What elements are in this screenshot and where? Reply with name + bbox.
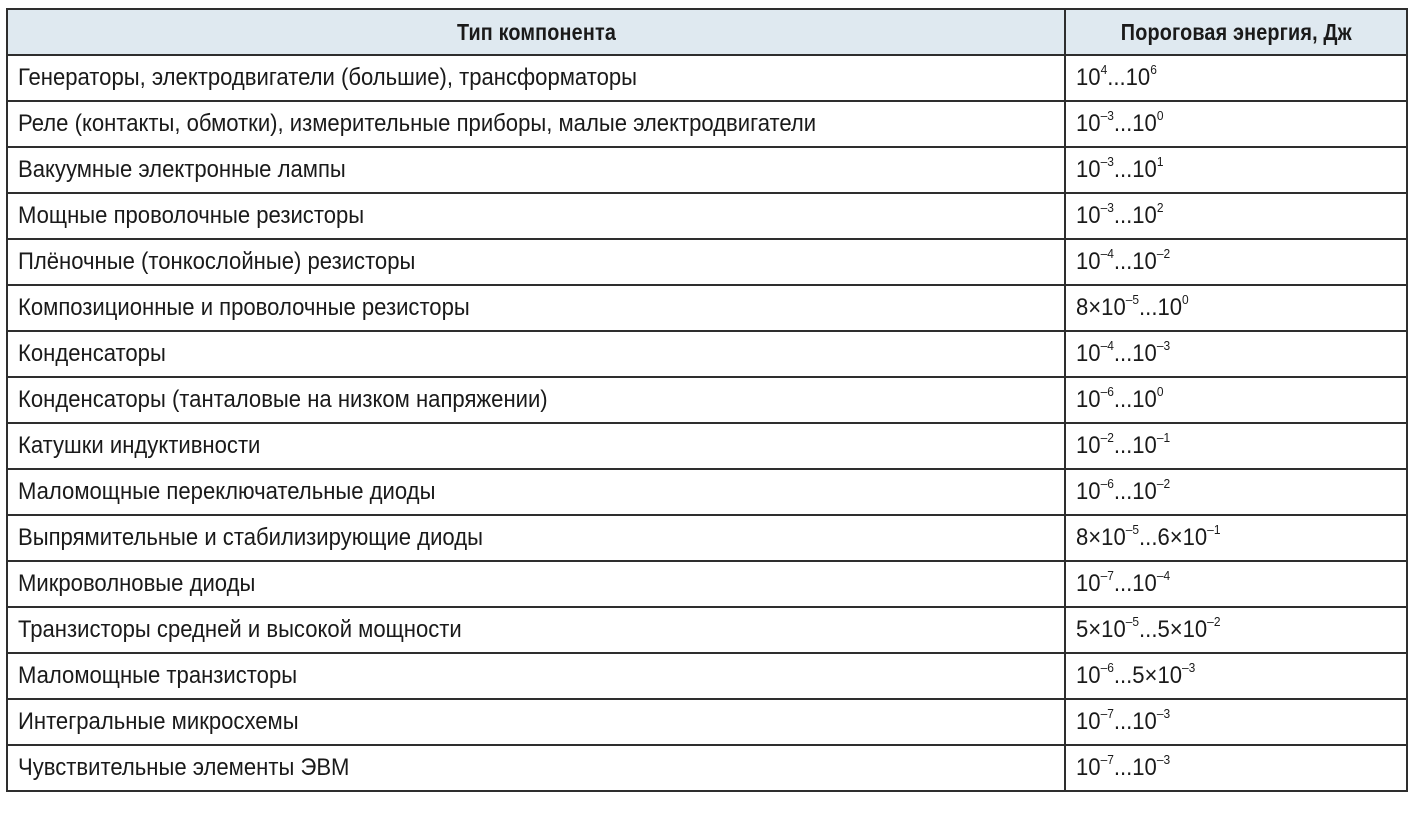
- component-name-cell: [7, 55, 1065, 101]
- exponent: 6: [1150, 62, 1157, 77]
- component-name: Микроволновые диоды: [18, 570, 256, 597]
- component-name-cell: [7, 745, 1065, 791]
- table-row: [7, 423, 1407, 469]
- threshold-energy-value: $5\times 10^{-5}...5\times 10^{-2}$: [1076, 614, 1221, 643]
- component-name: Композиционные и проволочные резисторы: [18, 294, 470, 321]
- component-name: Чувствительные элементы ЭВМ: [18, 754, 350, 781]
- component-name-cell: [7, 515, 1065, 561]
- threshold-energy-value: $10^{-3}...10^1$: [1076, 154, 1164, 183]
- exponent: –6: [1100, 660, 1114, 675]
- header-row: [7, 9, 1407, 55]
- exponent: –5: [1125, 614, 1140, 629]
- threshold-energy-value: $10^{-6}...5\times 10^{-3}$: [1076, 660, 1196, 689]
- threshold-energy-cell: [1065, 193, 1407, 239]
- threshold-energy-value: $10^{-6}...10^{-2}$: [1076, 476, 1171, 505]
- table-body: [7, 55, 1407, 791]
- threshold-energy-cell: [1065, 653, 1407, 699]
- threshold-energy-cell: [1065, 423, 1407, 469]
- component-name: Мощные проволочные резисторы: [18, 202, 365, 229]
- table-row: [7, 515, 1407, 561]
- component-name-cell: [7, 285, 1065, 331]
- exponent: –7: [1100, 752, 1114, 767]
- component-name-cell: [7, 561, 1065, 607]
- table-row: [7, 147, 1407, 193]
- table-row: [7, 699, 1407, 745]
- component-name: Конденсаторы (танталовые на низком напряжении): [18, 386, 548, 413]
- component-name: Выпрямительные и стабилизирующие диоды: [18, 524, 483, 551]
- threshold-energy-cell: [1065, 147, 1407, 193]
- table-header: [7, 9, 1407, 55]
- threshold-energy-value: $10^{-7}...10^{-3}$: [1076, 706, 1171, 735]
- component-name-cell: [7, 147, 1065, 193]
- exponent: 0: [1182, 292, 1189, 307]
- exponent: –6: [1100, 384, 1114, 399]
- table-row: [7, 55, 1407, 101]
- header-threshold-energy: [1065, 9, 1407, 55]
- exponent: 0: [1156, 108, 1164, 123]
- threshold-energy-value: $10^{-4}...10^{-3}$: [1076, 338, 1171, 367]
- table-row: [7, 239, 1407, 285]
- header-component-type-label: Тип компонента: [456, 18, 616, 45]
- exponent: 0: [1156, 384, 1164, 399]
- component-name-cell: [7, 699, 1065, 745]
- threshold-energy-cell: [1065, 745, 1407, 791]
- table-row: [7, 607, 1407, 653]
- threshold-energy-cell: [1065, 55, 1407, 101]
- component-name-cell: [7, 239, 1065, 285]
- threshold-energy-cell: [1065, 561, 1407, 607]
- threshold-energy-value: $10^4...10^6$: [1076, 62, 1157, 91]
- threshold-energy-cell: [1065, 101, 1407, 147]
- exponent: –3: [1100, 200, 1114, 215]
- component-name: Интегральные микросхемы: [18, 708, 299, 735]
- exponent: –1: [1207, 522, 1221, 537]
- component-name: Маломощные транзисторы: [18, 662, 298, 689]
- component-name-cell: [7, 607, 1065, 653]
- threshold-energy-cell: [1065, 239, 1407, 285]
- threshold-energy-value: $8\times 10^{-5}...6\times 10^{-1}$: [1076, 522, 1221, 551]
- table-row: [7, 469, 1407, 515]
- component-name: Катушки индуктивности: [18, 432, 261, 459]
- exponent: –7: [1100, 706, 1114, 721]
- exponent: –3: [1156, 338, 1171, 353]
- exponent: –1: [1156, 430, 1171, 445]
- exponent: –5: [1125, 292, 1140, 307]
- exponent: –2: [1156, 476, 1171, 491]
- exponent: –3: [1100, 154, 1114, 169]
- component-name-cell: [7, 193, 1065, 239]
- component-name: Маломощные переключательные диоды: [18, 478, 436, 505]
- component-name: Конденсаторы: [18, 340, 166, 367]
- threshold-energy-value: $10^{-7}...10^{-3}$: [1076, 752, 1171, 781]
- component-name: Генераторы, электродвигатели (большие), трансформаторы: [18, 64, 638, 91]
- component-name: Реле (контакты, обмотки), измерительные приборы, малые электродвигатели: [18, 110, 817, 137]
- exponent: –6: [1100, 476, 1114, 491]
- exponent: –4: [1100, 246, 1114, 261]
- threshold-energy-value: $10^{-6}...10^0$: [1076, 384, 1164, 413]
- threshold-energy-value: $8\times 10^{-5}...10^0$: [1076, 292, 1189, 321]
- threshold-energy-cell: [1065, 469, 1407, 515]
- table-row: [7, 285, 1407, 331]
- table-row: [7, 101, 1407, 147]
- table: [6, 8, 1408, 792]
- header-threshold-energy-label: Пороговая энергия, Дж: [1120, 18, 1352, 45]
- component-name-cell: [7, 469, 1065, 515]
- component-name: Транзисторы средней и высокой мощности: [18, 616, 462, 643]
- exponent: –4: [1156, 568, 1171, 583]
- threshold-energy-cell: [1065, 377, 1407, 423]
- threshold-energy-value: $10^{-2}...10^{-1}$: [1076, 430, 1171, 459]
- threshold-energy-value: $10^{-3}...10^2$: [1076, 200, 1164, 229]
- threshold-energy-cell: [1065, 331, 1407, 377]
- table-row: [7, 745, 1407, 791]
- exponent: –7: [1100, 568, 1114, 583]
- threshold-energy-cell: [1065, 607, 1407, 653]
- table-row: [7, 331, 1407, 377]
- exponent: –2: [1100, 430, 1114, 445]
- exponent: –3: [1182, 660, 1196, 675]
- component-name-cell: [7, 101, 1065, 147]
- exponent: –2: [1207, 614, 1221, 629]
- table-row: [7, 377, 1407, 423]
- threshold-energy-value: $10^{-3}...10^0$: [1076, 108, 1164, 137]
- exponent: –3: [1156, 752, 1171, 767]
- table-row: [7, 653, 1407, 699]
- exponent: –4: [1100, 338, 1114, 353]
- component-name: Плёночные (тонкослойные) резисторы: [18, 248, 416, 275]
- exponent: –3: [1156, 706, 1171, 721]
- exponent: –3: [1100, 108, 1114, 123]
- threshold-energy-cell: [1065, 515, 1407, 561]
- exponent: –2: [1156, 246, 1171, 261]
- threshold-energy-table: [6, 8, 1406, 792]
- exponent: 2: [1156, 200, 1164, 215]
- exponent: 4: [1100, 62, 1108, 77]
- table-row: [7, 561, 1407, 607]
- exponent: –5: [1125, 522, 1140, 537]
- threshold-energy-cell: [1065, 285, 1407, 331]
- threshold-energy-value: $10^{-4}...10^{-2}$: [1076, 246, 1171, 275]
- table-row: [7, 193, 1407, 239]
- exponent: 1: [1156, 154, 1164, 169]
- component-name-cell: [7, 331, 1065, 377]
- threshold-energy-value: $10^{-7}...10^{-4}$: [1076, 568, 1171, 597]
- threshold-energy-cell: [1065, 699, 1407, 745]
- component-name-cell: [7, 377, 1065, 423]
- component-name-cell: [7, 653, 1065, 699]
- component-name: Вакуумные электронные лампы: [18, 156, 346, 183]
- header-component-type: [7, 9, 1065, 55]
- component-name-cell: [7, 423, 1065, 469]
